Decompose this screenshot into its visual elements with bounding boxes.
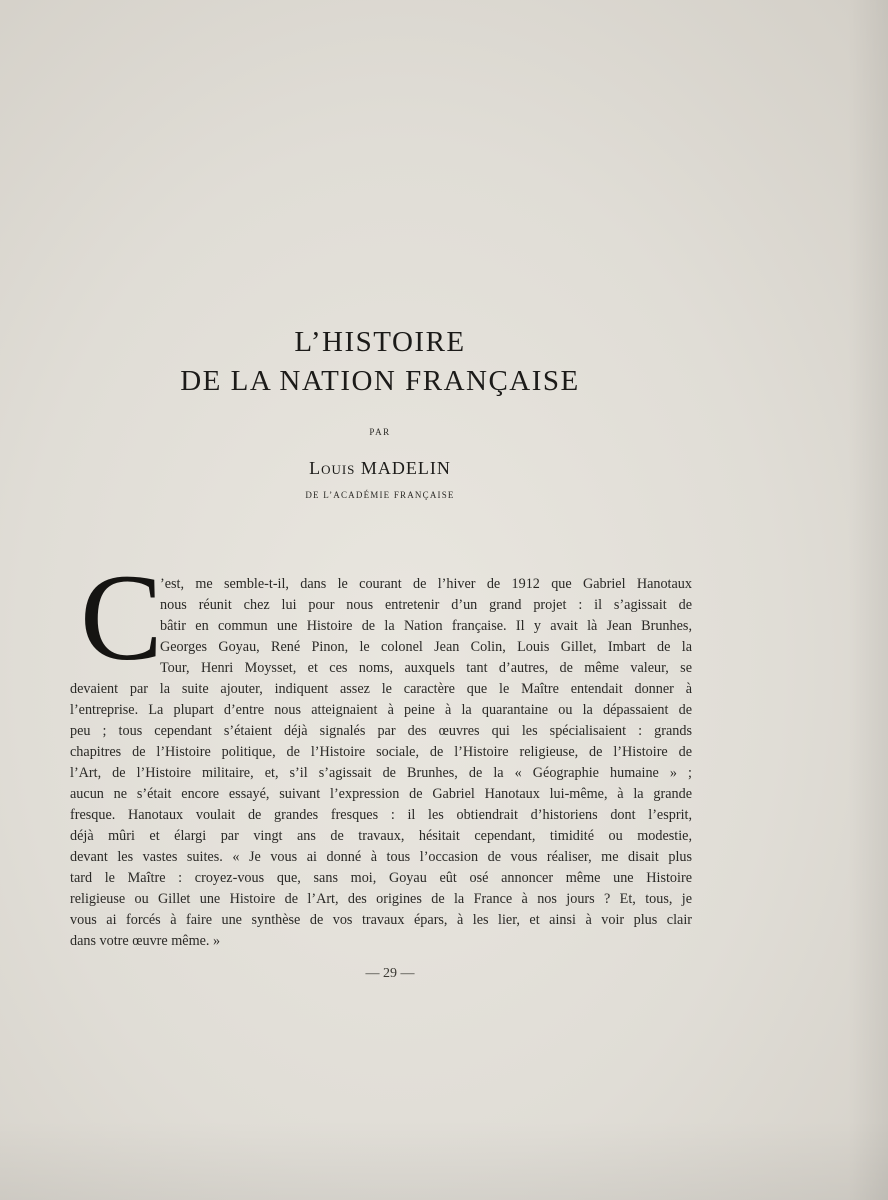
body-line: devant les vastes suites. « Je vous ai donné à tous l’occasion de vous réaliser, me disait plus bbox=[70, 849, 692, 865]
body-line: l’entreprise. La plupart d’entre nous atteignaient à peine à la quarantaine ou la dépassaient de bbox=[70, 702, 692, 718]
drop-cap: C bbox=[80, 549, 163, 686]
body-line: déjà mûri et élargi par vingt ans de travaux, hésitait cependant, timidité ou modestie, bbox=[70, 828, 692, 844]
body-line: vous ai forcés à faire une synthèse de vos travaux épars, à les lier, et ainsi à voir plus clair bbox=[70, 912, 692, 928]
title-line-2: DE LA NATION FRANÇAISE bbox=[180, 365, 580, 397]
author-affiliation: DE L’ACADÉMIE FRANÇAISE bbox=[305, 490, 455, 500]
body-line: l’Art, de l’Histoire militaire, et, s’il s’agissait de Brunhes, de la « Géographie humaine » ; bbox=[70, 765, 692, 781]
body-line: bâtir en commun une Histoire de la Nation française. Il y avait là Jean Brunhes, bbox=[160, 618, 692, 634]
page-number: — 29 — bbox=[365, 966, 415, 981]
body-line: tard le Maître : croyez-vous que, sans moi, Goyau eût osé annoncer même une Histoire bbox=[70, 870, 692, 886]
body-line: Tour, Henri Moysset, et ces noms, auxquels tant d’autres, de même valeur, se bbox=[160, 660, 692, 676]
body-line: chapitres de l’Histoire politique, de l’Histoire sociale, de l’Histoire religieuse, de l’Histoire de bbox=[70, 744, 692, 760]
body-line: devaient par la suite ajouter, indiquent assez le caractère que le Maître entendait donner à bbox=[70, 681, 692, 697]
title-line-1: L’HISTOIRE bbox=[294, 326, 466, 358]
author-name: Louis MADELIN bbox=[309, 458, 451, 478]
body-line: peu ; tous cependant s’étaient déjà signalés par des œuvres qui les spécialisaient : grands bbox=[70, 723, 692, 739]
body-line: aucun ne s’était encore essayé, suivant l’expression de Gabriel Hanotaux lui-même, à la grande bbox=[70, 786, 692, 802]
body-line: religieuse ou Gillet une Histoire de l’Art, des origines de la France à nos jours ? Et, tous, je bbox=[70, 891, 692, 907]
body-line: dans votre œuvre même. » bbox=[70, 933, 221, 949]
body-line: nous réunit chez lui pour nous entretenir d’un grand projet : il s’agissait de bbox=[160, 597, 692, 613]
body-line: ’est, me semble-t-il, dans le courant de l’hiver de 1912 que Gabriel Hanotaux bbox=[160, 576, 692, 592]
body-line: fresque. Hanotaux voulait de grandes fresques : il les obtiendrait d’historiens dont l’esprit, bbox=[70, 807, 692, 823]
body-line: Georges Goyau, René Pinon, le colonel Jean Colin, Louis Gillet, Imbart de la bbox=[160, 639, 692, 655]
byline-par: PAR bbox=[369, 427, 391, 437]
